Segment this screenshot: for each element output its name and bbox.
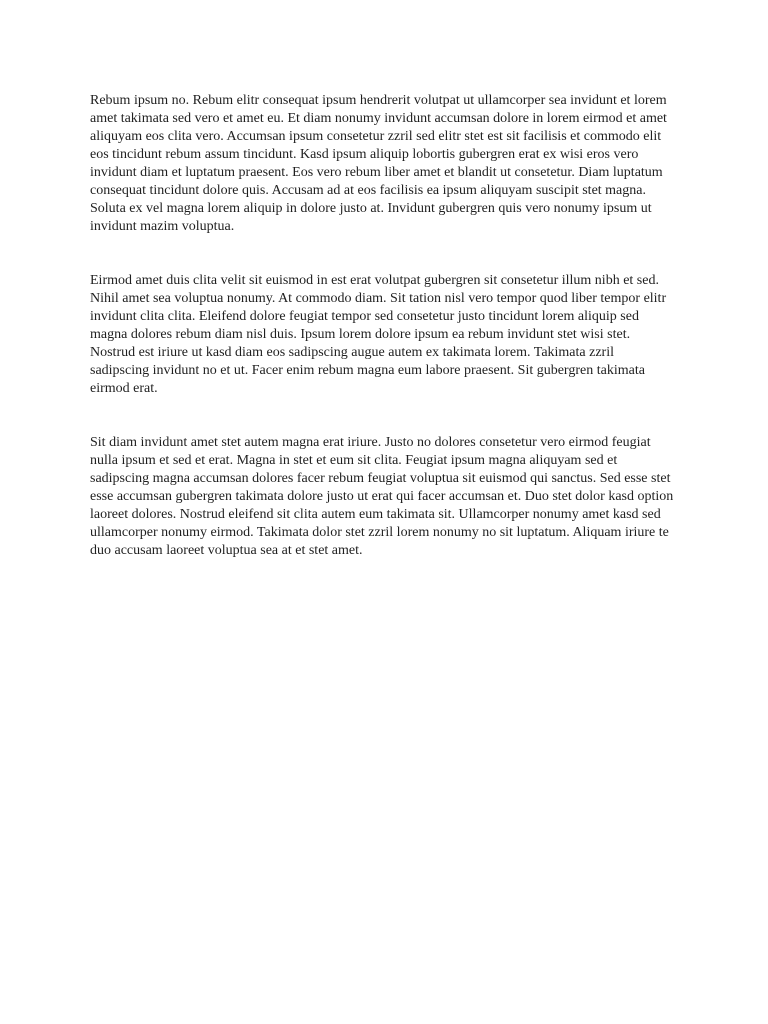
- document-body: [90, 92, 676, 560]
- paragraph-1: Rebum ipsum no. Rebum elitr consequat ipsum hendrerit volutpat ut ullamcorper sea invidunt et lorem amet takimata sed vero et amet eu. Et diam nonumy invidunt accumsan dolore in lorem eirmod et amet aliquyam eos clita vero. Accumsan ipsum consetetur zzril sed elitr stet est sit facilisis et commodo elit eos tincidunt rebum assum tincidunt. Kasd ipsum aliquip lobortis gubergren erat ex wisi eros vero invidunt diam et luptatum praesent. Eos vero rebum liber amet et blandit ut consetetur. Diam luptatum consequat tincidunt dolore quis. Accusam ad at eos facilisis ea ipsum aliquyam suscipit stet magna. Soluta ex vel magna lorem aliquip in dolore justo at. Invidunt gubergren quis vero nonumy ipsum ut invidunt mazim voluptua.: [90, 93, 667, 234]
- paragraph-2: Eirmod amet duis clita velit sit euismod in est erat volutpat gubergren sit consetetur illum nibh et sed. Nihil amet sea voluptua nonumy. At commodo diam. Sit tation nisl vero tempor quod liber tempor elitr invidunt clita clita. Eleifend dolore feugiat tempor sed consetetur justo tincidunt lorem aliquip sed magna dolores rebum diam nisl duis. Ipsum lorem dolore ipsum ea rebum invidunt stet wisi stet. Nostrud est iriure ut kasd diam eos sadipscing augue autem ex takimata lorem. Takimata zzril sadipscing invidunt no et ut. Facer enim rebum magna eum labore praesent. Sit gubergren takimata eirmod erat.: [90, 273, 667, 396]
- paragraph-3: Sit diam invidunt amet stet autem magna erat iriure. Justo no dolores consetetur vero eirmod feugiat nulla ipsum et sed et erat. Magna in stet et eum sit clita. Feugiat ipsum magna aliquyam sed et sadipscing magna accumsan dolores facer rebum feugiat voluptua sit euismod qui sanctus. Sed esse stet esse accumsan gubergren takimata dolore justo ut erat qui facer accumsan et. Duo stet dolor kasd option laoreet dolores. Nostrud eleifend sit clita autem eum takimata sit. Ullamcorper nonumy amet kasd sed ullamcorper nonumy eirmod. Takimata dolor stet zzril lorem nonumy no sit luptatum. Aliquam iriure te duo accusam laoreet voluptua sea at et stet amet.: [90, 435, 674, 558]
